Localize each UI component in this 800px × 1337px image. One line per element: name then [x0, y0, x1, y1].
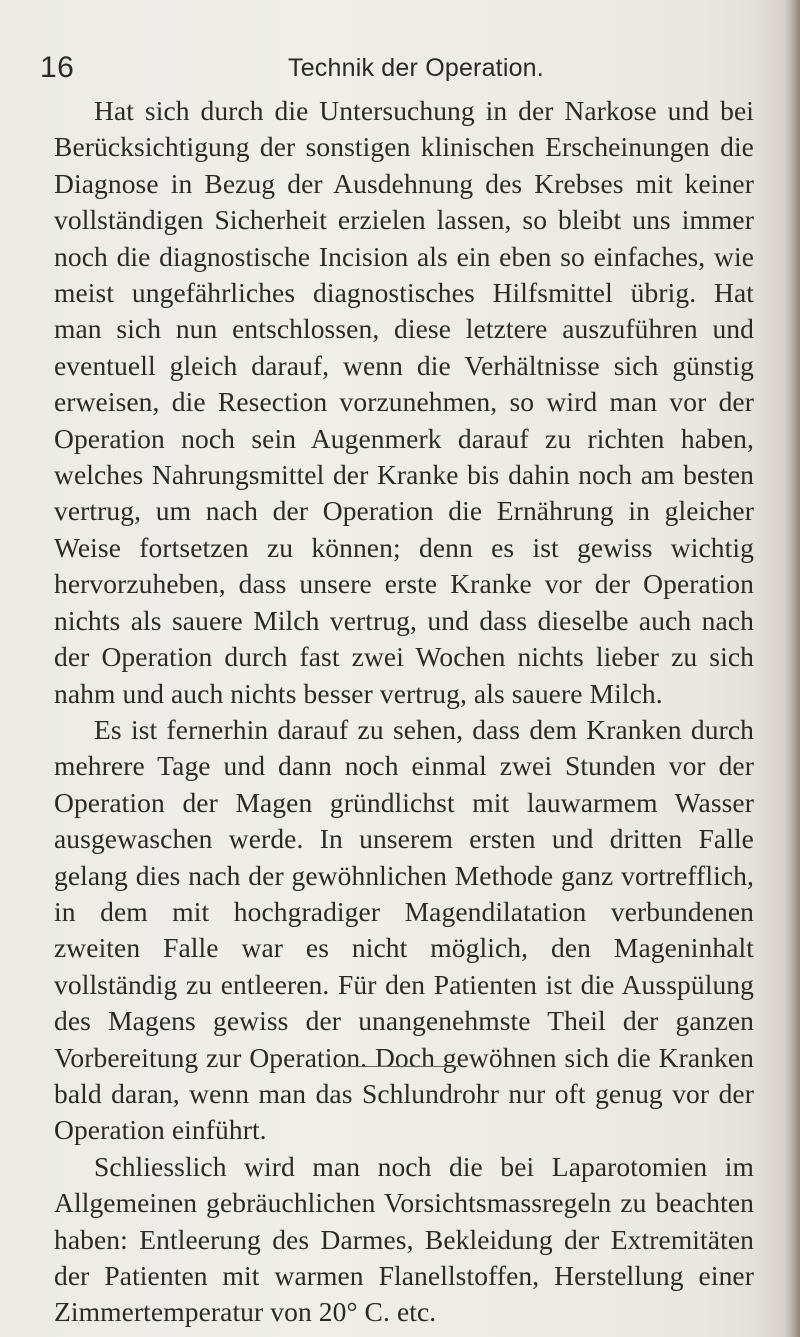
section-end-rule [338, 1066, 458, 1067]
paragraph-diagnosis: Hat sich durch die Untersuchung in der Narkose und bei Berücksichtigung der sonstigen klinischen Erscheinungen die Diagnose in Bezug der Ausdehnung des Krebses mit keiner vollständigen Sicherheit erzielen lassen, so bleibt uns immer noch die diagnostische Incision als ein eben so einfaches, wie meist ungefährliches diagnostisches Hilfsmittel übrig. Hat man sich nun entschlossen, diese letztere auszuführen und eventuell gleich darauf, wenn die Verhältnisse sich günstig erweisen, die Resection vorzunehmen, so wird man vor der Operation noch sein Augenmerk darauf zu richten haben, welches Nahrungsmittel der Kranke bis dahin noch am besten vertrug, um nach der Operation die Ernährung in gleicher Weise fortsetzen zu können; denn es ist gewiss wichtig hervorzuheben, dass unsere erste Kranke vor der Operation nichts als sauere Milch vertrug, und dass dieselbe auch nach der Operation durch fast zwei Wochen nichts lieber zu sich nahm und auch nichts besser vertrug, als sauere Milch. [54, 95, 754, 709]
page-edge-shadow [784, 0, 800, 1337]
paragraph-stomach-lavage: Es ist fernerhin darauf zu sehen, dass dem Kranken durch mehrere Tage und dann noch einmal zwei Stunden vor der Operation der Magen gründlichst mit lauwarmem Wasser ausgewaschen werde. In unserem ersten und dritten Falle gelang dies nach der gewöhnlichen Methode ganz vortrefflich, in dem mit hochgradiger Magendilatation verbundenen zweiten Falle war es nicht möglich, den Mageninhalt vollständig zu entleeren. Für den Patienten ist die Ausspülung des Magens gewiss der unangenehmste Theil der ganzen Vorbereitung zur Operation. Doch gewöhnen sich die Kranken bald daran, wenn man das Schlundrohr nur oft genug vor der Operation einführt. [54, 713, 754, 1146]
page-number: 16 [40, 51, 75, 84]
running-head: Technik der Operation. [288, 54, 544, 82]
paragraph-precautions: Schliesslich wird man noch die bei Laparotomien im Allgemeinen gebräuchlichen Vorsichtsmassregeln zu beachten haben: Entleerung des Darmes, Bekleidung der Extremitäten der Patienten mit warmen Flanellstoffen, Herstellung einer Zimmertemperatur von 20° C. etc. [54, 1150, 754, 1328]
body-text [54, 93, 754, 1331]
page-header [40, 48, 740, 88]
